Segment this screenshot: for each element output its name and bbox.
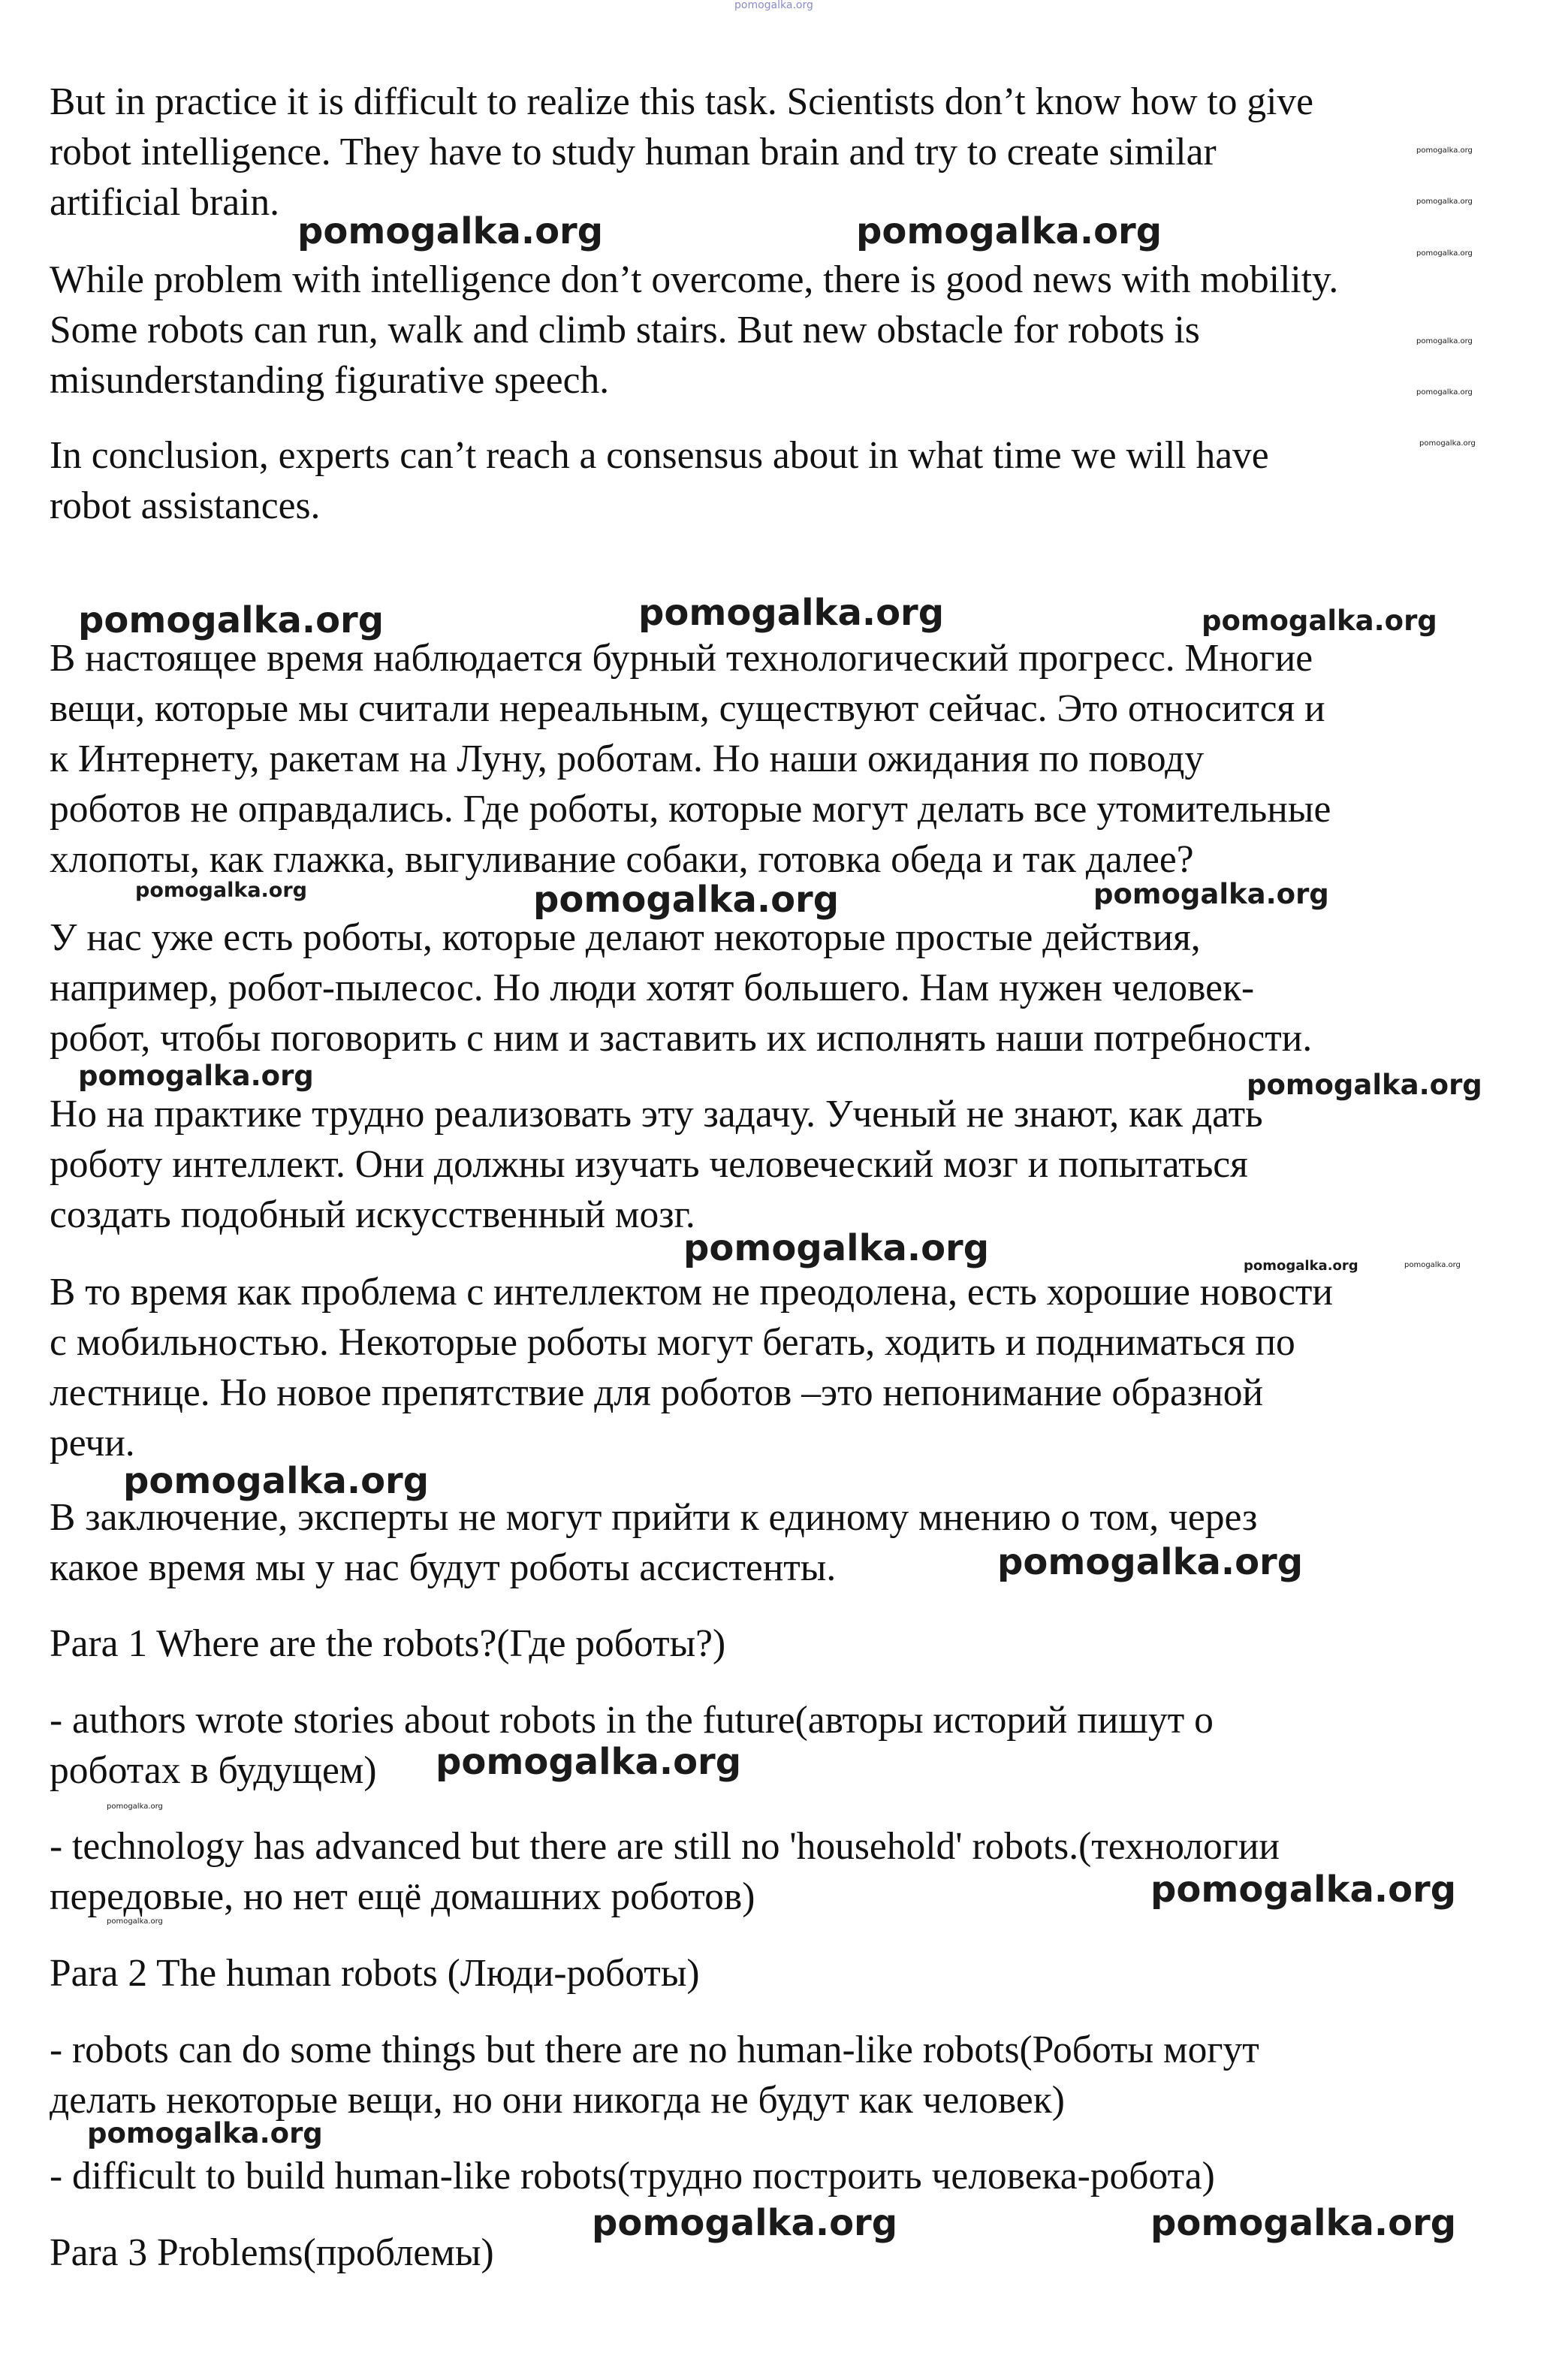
paragraph-ru-simple-robots: У нас уже есть роботы, которые делают некоторые простые действия, например, робот-пылесос. Но люди хотят большего. Нам нужен человек- робот, чтобы поговорить с ним и заставить их исполнять наши потребности.	[50, 916, 1313, 1060]
para-2-point-2: - difficult to build human-like robots(трудно построить человека-робота)	[50, 2155, 1215, 2198]
watermark: pomogalka.org	[1247, 1069, 1482, 1101]
watermark: pomogalka.org	[436, 1741, 742, 1783]
para-1-point-2: - technology has advanced but there are still no 'household' robots.(технологии передовые, но нет ещё домашних роботов)	[50, 1825, 1280, 1918]
watermark: pomogalka.org	[1150, 2202, 1457, 2244]
watermark: pomogalka.org	[856, 210, 1162, 252]
paragraph-en-intelligence: But in practice it is difficult to realize this task. Scientists don’t know how to give robot intelligence. They have to study human brain and try to create similar artificial brain.	[50, 80, 1314, 224]
watermark: pomogalka.org	[123, 1460, 430, 1502]
paragraph-en-mobility: While problem with intelligence don’t overcome, there is good news with mobility. Some robots can run, walk and climb stairs. But new obstacle for robots is misunderstanding figurative speech.	[50, 258, 1339, 402]
watermark: pomogalka.org	[1150, 1869, 1457, 1911]
watermark: pomogalka.org	[638, 592, 945, 634]
watermark: pomogalka.org	[107, 1917, 163, 1926]
watermark: pomogalka.org	[78, 1060, 314, 1092]
para-3-heading: Para 3 Problems(проблемы)	[50, 2231, 494, 2274]
watermark: pomogalka.org	[683, 1227, 990, 1269]
para-2-heading: Para 2 The human robots (Люди-роботы)	[50, 1952, 700, 1995]
watermark: pomogalka.org	[1416, 198, 1473, 206]
watermark: pomogalka.org	[1419, 439, 1476, 448]
watermark: pomogalka.org	[1093, 878, 1329, 910]
watermark: pomogalka.org	[533, 879, 840, 921]
paragraph-ru-intelligence: Но на практике трудно реализовать эту задачу. Ученый не знают, как дать роботу интеллект. Они должны изучать человеческий мозг и попытаться создать подобный искусственный мозг.	[50, 1093, 1263, 1236]
paragraph-en-conclusion: In conclusion, experts can’t reach a consensus about in what time we will have robot assistances.	[50, 434, 1269, 527]
watermark: pomogalka.org	[1202, 605, 1437, 637]
watermark: pomogalka.org	[135, 879, 307, 902]
watermark: pomogalka.org	[1416, 388, 1473, 397]
watermark: pomogalka.org	[997, 1541, 1304, 1583]
paragraph-ru-mobility: В то время как проблема с интеллектом не преодолена, есть хорошие новости с мобильностью. Некоторые роботы могут бегать, ходить и подниматься по лестнице. Но новое препятствие для роботов –это непонимание образной речи.	[50, 1271, 1333, 1465]
paragraph-ru-conclusion: В заключение, эксперты не могут прийти к единому мнению о том, через какое время мы у нас будут роботы ассистенты.	[50, 1496, 1258, 1589]
watermark: pomogalka.org	[592, 2202, 898, 2244]
watermark: pomogalka.org	[734, 0, 813, 11]
para-1-point-1: - authors wrote stories about robots in the future(авторы историй пишут о роботах в будущем)	[50, 1699, 1214, 1792]
watermark: pomogalka.org	[1416, 249, 1473, 258]
watermark: pomogalka.org	[1416, 146, 1473, 155]
watermark: pomogalka.org	[87, 2117, 323, 2149]
para-2-point-1: - robots can do some things but there are no human-like robots(Роботы могут делать некоторые вещи, но они никогда не будут как человек)	[50, 2029, 1259, 2122]
watermark: pomogalka.org	[78, 599, 384, 641]
watermark: pomogalka.org	[1404, 1261, 1461, 1269]
watermark: pomogalka.org	[1416, 337, 1473, 345]
watermark: pomogalka.org	[297, 210, 604, 252]
watermark: pomogalka.org	[107, 1802, 163, 1811]
watermark: pomogalka.org	[1244, 1258, 1358, 1274]
paragraph-ru-progress: В настоящее время наблюдается бурный технологический прогресс. Многие вещи, которые мы считали нереальным, существуют сейчас. Это относится и к Интернету, ракетам на Луну, роботам. Но наши ожидания по поводу роботов не оправдались. Где роботы, которые могут делать все утомительные хлопоты, как глажка, выгуливание собаки, готовка обеда и так далее?	[50, 637, 1331, 881]
para-1-heading: Para 1 Where are the robots?(Где роботы?)	[50, 1622, 726, 1665]
